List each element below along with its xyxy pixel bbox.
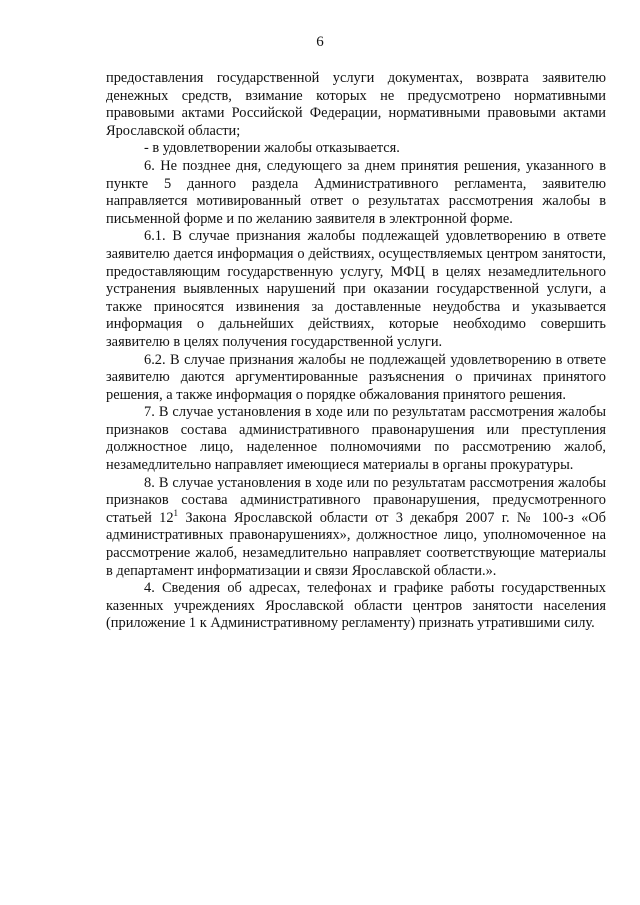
- paragraph-6-2: 6.2. В случае признания жалобы не подлежащей удовлетворению в ответе заявителю даются аргументированные разъяснения о причинах принятого решения, а также информация о порядке обжалования принятого решения.: [106, 351, 606, 403]
- paragraph-8-part-1: 8. В случае установления в ходе или по результатам рассмотрения жалобы признаков состава административного правонарушения, предусмотренного статьей 12: [106, 474, 606, 526]
- paragraph-8: [106, 475, 606, 581]
- paragraph-continuation: предоставления государственной услуги документах, возврата заявителю денежных средств, взимание которых не предусмотрено нормативными правовыми актами Российской Федерации, нормативными правовыми актами Ярославской области;: [106, 70, 606, 139]
- paragraph-6-1: 6.1. В случае признания жалобы подлежащей удовлетворению в ответе заявителю дается информация о действиях, осуществляемых центром занятости, предоставляющим государственную услугу, МФЦ в целях незамедлительного устранения выявленных нарушений при оказании государственной услуги, а также приносятся извинения за доставленные неудобства и указывается информация о дальнейших действиях, которые необходимо совершить заявителю в целях получения государственной услуги.: [106, 228, 606, 350]
- article-superscript: 1: [173, 508, 179, 519]
- page-number: 6: [316, 34, 324, 50]
- paragraph-8-part-2: Закона Ярославской области от 3 декабря 2007 г. № 100-з «Об административных правонарушениях», должностное лицо, уполномоченное на рассмотрение жалоб, незамедлительно направляет соответствующие материалы в департамент информатизации и связи Ярославской области.».: [106, 509, 607, 579]
- paragraph-7: 7. В случае установления в ходе или по результатам рассмотрения жалобы признаков состава административного правонарушения или преступления должностное лицо, наделенное полномочиями по рассмотрению жалоб, незамедлительно направляет имеющиеся материалы в органы прокуратуры.: [106, 404, 606, 474]
- paragraph-refusal-item: - в удовлетворении жалобы отказывается.: [144, 140, 400, 157]
- paragraph-4: 4. Сведения об адресах, телефонах и графике работы государственных казенных учреждениях Ярославской области центров занятости населения (приложение 1 к Административному регламенту) признать утратившими силу.: [106, 580, 606, 632]
- document-body: [106, 70, 606, 633]
- paragraph-6: 6. Не позднее дня, следующего за днем принятия решения, указанного в пункте 5 данного раздела Административного регламента, заявителю направляется мотивированный ответ о результатах рассмотрения жалобы в письменной форме и по желанию заявителя в электронной форме.: [106, 157, 606, 227]
